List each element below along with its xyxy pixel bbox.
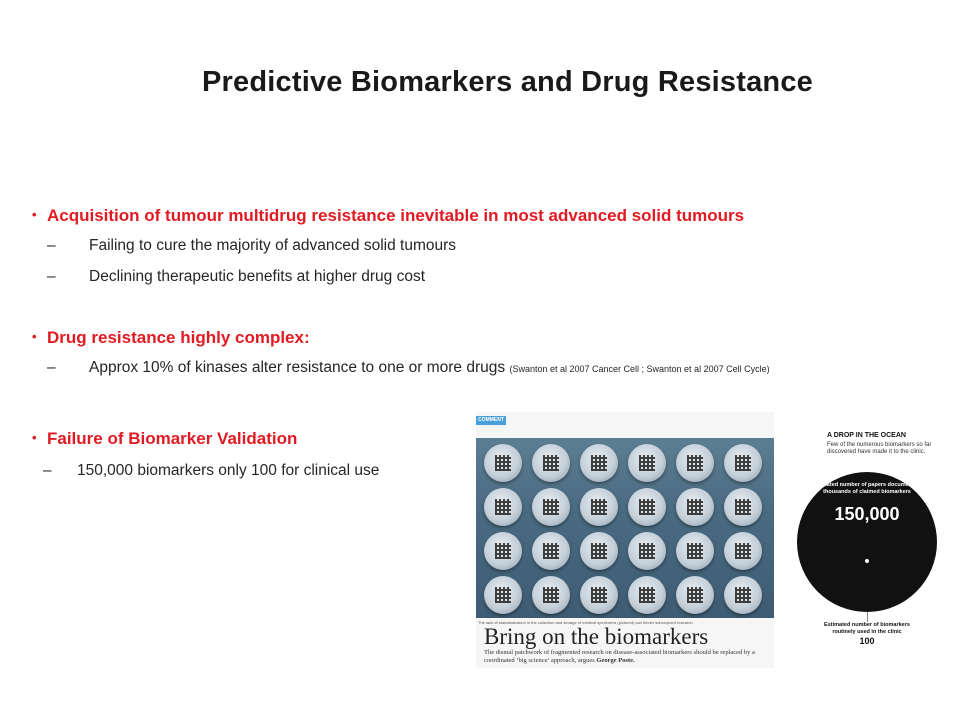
sub-bullet-text: Failing to cure the majority of advanced solid tumours	[89, 237, 457, 254]
infographic-heading: A DROP IN THE OCEAN	[827, 432, 906, 439]
specimen-vial	[532, 532, 570, 570]
infographic-subheading: Few of the numerous biomarkers so far discovered have made it to the clinic.	[827, 442, 932, 455]
sub-bullet-text: Declining therapeutic benefits at higher drug cost	[89, 268, 426, 285]
specimen-vial	[724, 576, 762, 614]
specimen-vial	[532, 488, 570, 526]
bullet-glyph: •	[32, 430, 37, 445]
sub-bullet-text: 150,000 biomarkers only 100 for clinical use	[77, 462, 380, 479]
sub-bullet-text	[89, 359, 770, 377]
datamatrix-code	[543, 455, 559, 471]
specimen-vial	[724, 532, 762, 570]
datamatrix-code	[591, 543, 607, 559]
article-standfirst	[484, 649, 772, 665]
clinical-biomarkers-dot	[865, 559, 869, 563]
bullet-text: Failure of Biomarker Validation	[47, 429, 298, 448]
specimen-vial	[484, 576, 522, 614]
standfirst-text: The dismal patchwork of fragmented research on disease-associated biomarkers should be replaced by a coordinated ‘big science’ approach, argues	[484, 649, 755, 664]
specimen-vial	[724, 444, 762, 482]
sub-bullet-main-text: Approx 10% of kinases alter resistance to one or more drugs	[89, 359, 506, 376]
bullet-text: Drug resistance highly complex:	[47, 328, 310, 347]
leader-line	[867, 612, 868, 622]
circle-label: Estimated number of papers documenting thousands of claimed biomarkers	[811, 482, 923, 495]
specimen-vial	[676, 488, 714, 526]
photo-caption: The lack of standardization in the collection and storage of medical specimens (pictured) can hinder subsequent research.	[478, 620, 694, 625]
dash-glyph: –	[47, 359, 56, 376]
specimen-vial	[724, 488, 762, 526]
datamatrix-code	[687, 587, 703, 603]
specimen-vial	[676, 444, 714, 482]
citation: (Swanton et al 2007 Cancer Cell ; Swanton et al 2007 Cell Cycle)	[509, 364, 770, 374]
datamatrix-code	[591, 499, 607, 515]
specimen-vials-photo	[476, 438, 774, 618]
dash-glyph: –	[47, 268, 56, 285]
datamatrix-code	[495, 455, 511, 471]
datamatrix-code	[735, 455, 751, 471]
specimen-vial	[628, 488, 666, 526]
specimen-vial	[484, 532, 522, 570]
datamatrix-code	[735, 499, 751, 515]
datamatrix-code	[639, 455, 655, 471]
article-clipping	[476, 412, 774, 668]
bullet-glyph: •	[32, 207, 37, 222]
dash-glyph: –	[47, 237, 56, 254]
specimen-vial	[532, 444, 570, 482]
datamatrix-code	[687, 455, 703, 471]
datamatrix-code	[543, 587, 559, 603]
datamatrix-code	[639, 499, 655, 515]
datamatrix-code	[543, 543, 559, 559]
datamatrix-code	[495, 543, 511, 559]
specimen-vial	[628, 532, 666, 570]
circle-value: 150,000	[834, 504, 900, 524]
specimen-vial	[532, 576, 570, 614]
specimen-vial	[580, 444, 618, 482]
datamatrix-code	[591, 587, 607, 603]
comment-tag: COMMENT	[476, 416, 506, 425]
specimen-vial	[580, 532, 618, 570]
specimen-vial	[580, 488, 618, 526]
datamatrix-code	[687, 543, 703, 559]
datamatrix-code	[687, 499, 703, 515]
specimen-vial	[484, 444, 522, 482]
datamatrix-code	[495, 499, 511, 515]
specimen-vial	[580, 576, 618, 614]
bullet-text: Acquisition of tumour multidrug resistance inevitable in most advanced solid tumours	[47, 206, 745, 225]
article-headline: Bring on the biomarkers	[484, 624, 709, 649]
dot-label: Estimated number of biomarkers routinely used in the clinic	[824, 622, 910, 635]
bullet-glyph: •	[32, 329, 37, 344]
drop-in-ocean-infographic	[797, 432, 945, 654]
datamatrix-code	[735, 543, 751, 559]
datamatrix-code	[543, 499, 559, 515]
datamatrix-code	[639, 587, 655, 603]
datamatrix-code	[591, 455, 607, 471]
specimen-vial	[676, 532, 714, 570]
author-name: George Poste.	[596, 657, 635, 664]
specimen-vial	[676, 576, 714, 614]
specimen-vial	[628, 576, 666, 614]
datamatrix-code	[495, 587, 511, 603]
datamatrix-code	[735, 587, 751, 603]
dot-value: 100	[859, 636, 875, 646]
specimen-vial	[484, 488, 522, 526]
datamatrix-code	[639, 543, 655, 559]
slide-title: Predictive Biomarkers and Drug Resistance	[202, 66, 813, 98]
specimen-vial	[628, 444, 666, 482]
dash-glyph: –	[43, 462, 52, 479]
